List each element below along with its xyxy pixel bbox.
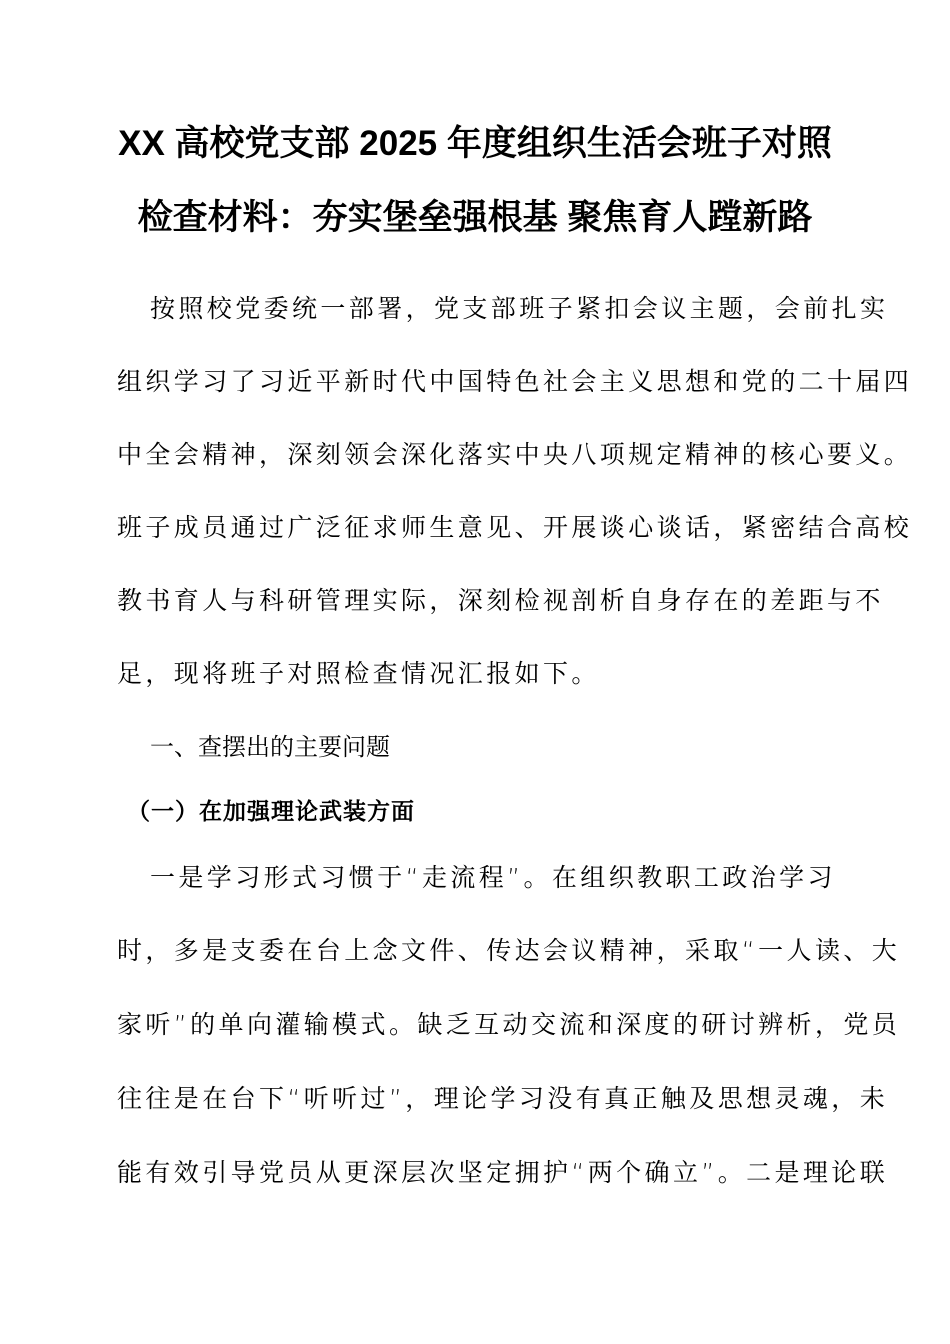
body-paragraph-line: 家听”的单向灌输模式。缺乏互动交流和深度的研讨辨析，党员: [117, 1010, 901, 1039]
subsection-heading: （一）在加强理论武装方面: [127, 799, 415, 825]
intro-paragraph-line: 班子成员通过广泛征求师生意见、开展谈心谈话，紧密结合高校: [117, 513, 913, 542]
intro-paragraph-line: 中全会精神，深刻领会深化落实中央八项规定精神的核心要义。: [117, 440, 913, 469]
intro-paragraph-line: 组织学习了习近平新时代中国特色社会主义思想和党的二十届四: [117, 367, 913, 396]
body-paragraph-line: 时，多是支委在台上念文件、传达会议精神，采取“一人读、大: [117, 936, 901, 965]
body-paragraph-line: 往往是在台下“听听过”，理论学习没有真正触及思想灵魂，未: [117, 1084, 889, 1113]
body-paragraph-line: 一是学习形式习惯于“走流程”。在组织教职工政治学习: [150, 863, 836, 892]
section-heading: 一、查摆出的主要问题: [150, 734, 390, 761]
document-title-line-2: 检查材料：夯实堡垒强根基 聚焦育人蹚新路: [137, 198, 813, 237]
intro-paragraph-line: 按照校党委统一部署，党支部班子紧扣会议主题，会前扎实: [150, 294, 889, 323]
intro-paragraph-line: 教书育人与科研管理实际，深刻检视剖析自身存在的差距与不: [117, 586, 884, 615]
body-paragraph-line: 能有效引导党员从更深层次坚定拥护“两个确立”。二是理论联: [117, 1158, 889, 1187]
intro-paragraph-line: 足，现将班子对照检查情况汇报如下。: [117, 659, 600, 688]
document-title-line-1: XX 高校党支部 2025 年度组织生活会班子对照: [118, 124, 832, 163]
